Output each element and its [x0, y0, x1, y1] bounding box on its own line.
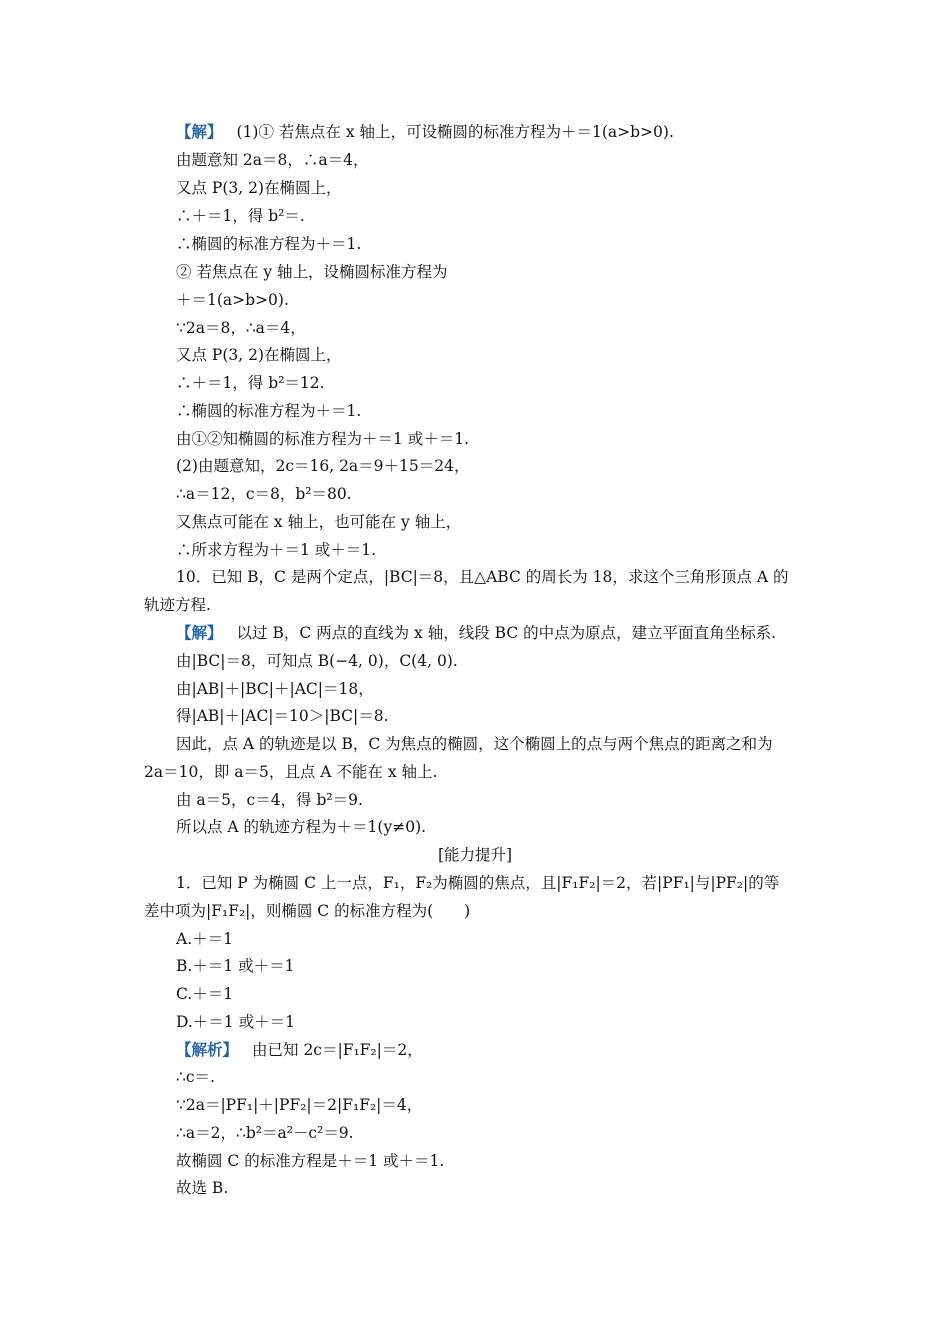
text-line: 【解析】 由已知 2c＝|F₁F₂|＝2， [176, 1040, 423, 1059]
text-line: ∴椭圆的标准方程为＋＝1. [176, 402, 362, 420]
text-line: ∵2a＝8，∴a＝4， [176, 319, 306, 337]
text-line: ∴椭圆的标准方程为＋＝1. [176, 235, 362, 253]
text-line: ② 若焦点在 y 轴上，设椭圆标准方程为 [176, 263, 448, 281]
text-line: ∴a＝2，∴b²＝a²－c²＝9. [176, 1124, 354, 1142]
text-line: 由 a＝5，c＝4，得 b²＝9. [176, 791, 363, 809]
text-line: 又焦点可能在 x 轴上，也可能在 y 轴上， [176, 513, 462, 531]
text-line: 又点 P(3, 2)在椭圆上， [176, 179, 342, 197]
text-line: 由题意知 2a＝8，∴a＝4， [176, 151, 369, 169]
solution-tag: 【解】 [176, 122, 223, 141]
text-line: (2)由题意知，2c＝16, 2a＝9＋15＝24， [176, 457, 470, 475]
text-line: 因此，点 A 的轨迹是以 B，C 为焦点的椭圆，这个椭圆上的点与两个焦点的距离之和为 [176, 735, 773, 753]
text-line: ∴＋＝1，得 b²＝12. [176, 374, 325, 392]
text-line: ∴＋＝1，得 b²＝. [176, 207, 305, 225]
option-c: C.＋＝1 [176, 985, 234, 1003]
text-line: ∴a＝12，c＝8，b²＝80. [176, 485, 352, 503]
text-line: ∴c＝. [176, 1068, 215, 1086]
text-line: ∵2a＝|PF₁|＋|PF₂|＝2|F₁F₂|＝4， [176, 1096, 423, 1114]
section-heading: [能力提升] [437, 846, 513, 864]
text-line: 2a＝10，即 a＝5，且点 A 不能在 x 轴上. [144, 763, 438, 781]
option-b: B.＋＝1 或＋＝1 [176, 957, 295, 975]
analysis-tag: 【解析】 [176, 1040, 239, 1059]
text-line: 由①②知椭圆的标准方程为＋＝1 或＋＝1. [176, 430, 470, 448]
problem-1-line: 1．已知 P 为椭圆 C 上一点，F₁，F₂为椭圆的焦点，且|F₁F₂|＝2，若|PF₁|与|PF₂|的等 [176, 874, 780, 892]
text-line: 故椭圆 C 的标准方程是＋＝1 或＋＝1. [176, 1152, 445, 1170]
problem-10-line: 轨迹方程. [144, 596, 211, 614]
text-line: 由|AB|＋|BC|＋|AC|＝18， [176, 680, 374, 698]
solution-tag: 【解】 [176, 623, 223, 642]
option-a: A.＋＝1 [176, 930, 233, 948]
option-d: D.＋＝1 或＋＝1 [176, 1013, 295, 1031]
text-line: ＋＝1(a>b>0). [176, 291, 289, 309]
text-line: ∴所求方程为＋＝1 或＋＝1. [176, 541, 377, 559]
text-line: 又点 P(3, 2)在椭圆上， [176, 346, 342, 364]
text-line: 故选 B. [176, 1179, 229, 1197]
problem-1-line: 差中项为|F₁F₂|，则椭圆 C 的标准方程为( ) [144, 902, 471, 920]
problem-10-line: 10．已知 B，C 是两个定点，|BC|＝8，且△ABC 的周长为 18，求这个三角形顶点 A 的 [176, 568, 789, 586]
text-line: 由|BC|＝8，可知点 B(−4, 0)，C(4, 0). [176, 652, 458, 670]
text-line: 【解】 (1)① 若焦点在 x 轴上，可设椭圆的标准方程为＋＝1(a>b>0). [176, 122, 674, 141]
text-line: 得|AB|＋|AC|＝10＞|BC|＝8. [176, 707, 389, 725]
text-line: 【解】 以过 B，C 两点的直线为 x 轴，线段 BC 的中点为原点，建立平面直角坐标系. [176, 623, 777, 642]
text-line: 所以点 A 的轨迹方程为＋＝1(y≠0). [176, 818, 427, 836]
